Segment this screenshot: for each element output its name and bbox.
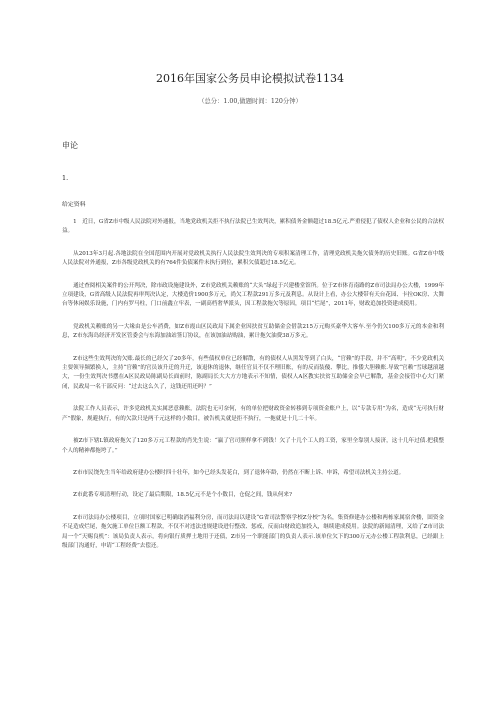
paragraph: Z市这些生效判决的欠账.最长的已经欠了20多年，有些债权单位已经解散，有的债权人从黑发等到了白头，“官赖”的手段，并不“高明”，不少党政机关主要领导频繁换人，主持“官赖”的官员该升迁的升迁，该退休的退休，继任官员不仅不理旧账，有的反而装傻、攀比，推倭大胆赖账.导致“官赖”雪球越滚越大，一份生效判决书摆在A区民政局陈副局长面前时，陈副局长大大方方地表示不知情，债权人A区教实扶贫互助储金会早已解散，基金会接管中心大门紧闭，民政局一名干部反问：“过去这么久了，这钱还用还吗？” (62, 355, 444, 390)
paragraph: 被Z市下辖L镇政府拖欠了120多万元工程款的肖先生说：“赢了官司照样拿不到钱！欠了十几个工人的工资，家里全靠别人接济，这十几年过债.把我整个人的精神都拖垮了。” (62, 438, 444, 454)
question-number: 1. (62, 174, 69, 182)
paragraph: 1 近日，G省Z市中级人民法院对外通报，当地党政机关拒不执行法院已生效判决，累积债务金额超过18.5亿元.严重侵犯了债权人企业和公民的合法权益。 (62, 219, 444, 235)
paragraph: 党政机关赖账的另一大缘由是公车消费，如Z市霞山区民政局下属企业因扶贫互助储金会借款215万元购买豪华大客车.至今仍欠100多万元的本金和利息，Z市东海岛经济开发区管委会与东海加油站签订协议，在该加油站购油，累计拖欠油费38万多元。 (62, 323, 444, 340)
material-paragraphs (62, 218, 444, 564)
paragraph: Z市司法局办公楼项目，立项时国家已明确取消福利分房，而司法局以建设“G省司法警察学校Z分校”为名，集资修建办公楼和两栋家属宿舍楼，固资金不足造成烂尾，拖欠施工单位巨额工程款，不仅不对违法违规建设进行整改、惩戒，反而由财政追加投入，继续建成使用。法院的新闻清理，又给了Z市司法局一个“天赐良机”：该局负责人表示，将向银行质押土地用于还债，Z市另一个职能部门的负责人表示.该单位欠下的300万元办公楼工程款利息，已经跟上级部门沟通好，申请“工程经费”去偿还。 (62, 514, 444, 549)
paragraph: 通过查阅相关案件的公开判决，除市政设施建设外，Z市党政机关赖账的“大头”绿起于兴建楼堂馆所。位于Z市体育南路的Z市司法局办公大楼，1999年立项建设，G省高级人民法院再审判决认定，大楼造价1900多万元，尚欠工程款291万多元及利息。从设计上看，办公大楼带有天台花园、卡拉OK房、大舞台等休闲娱乐设施，门内有罗马柱，门口前鑫立牢表，一副高档奢华派头，因工程款拖欠等原因，项目“烂尾”，2011年，财政追加投资建成使用。 (62, 282, 444, 308)
material-label: 给定资料 (62, 202, 86, 208)
paragraph: Z市市民饶先生当年给政府建办公楼时四十壮年，如今已经头发花白，到了退休年龄，仍然在不断上诉、申诉，希望司法机关主持公道。 (73, 469, 405, 476)
exam-title: 2016年国家公务员申论模拟试卷1134 (156, 72, 344, 85)
section-heading: 申论 (62, 141, 78, 150)
exam-meta: （总分：1.00,做题时间：120分钟） (198, 98, 302, 105)
paragraph: 法院工作人员表示，许多党政机关实属恶意赖账，法院也无可奈何，有的单位把财政资金转移到专项资金账户上，以“专款专用”为名，造成“无可执行财产”假象，规避执行，有的欠款只是两千元这样的小数目，被告机关就是拒不执行，一拖就是十几二十年。 (62, 406, 444, 422)
paragraph: 从2013年3月起.各地法院在全国范围内开展对党政机关执行人民法院生效判决的专项积案清理工作，清理党政机关拖欠债务的历史旧账。G省Z市中级人民法院对外通报，Z市各级党政机关的有764件负债案件未执行到位，累积欠债超过18.5亿元。 (62, 250, 444, 267)
paragraph: Z市此番专项清理行动，设定了最后期限，18.5亿元不是个小数目，仓促之间，钱从何来? (73, 492, 292, 499)
